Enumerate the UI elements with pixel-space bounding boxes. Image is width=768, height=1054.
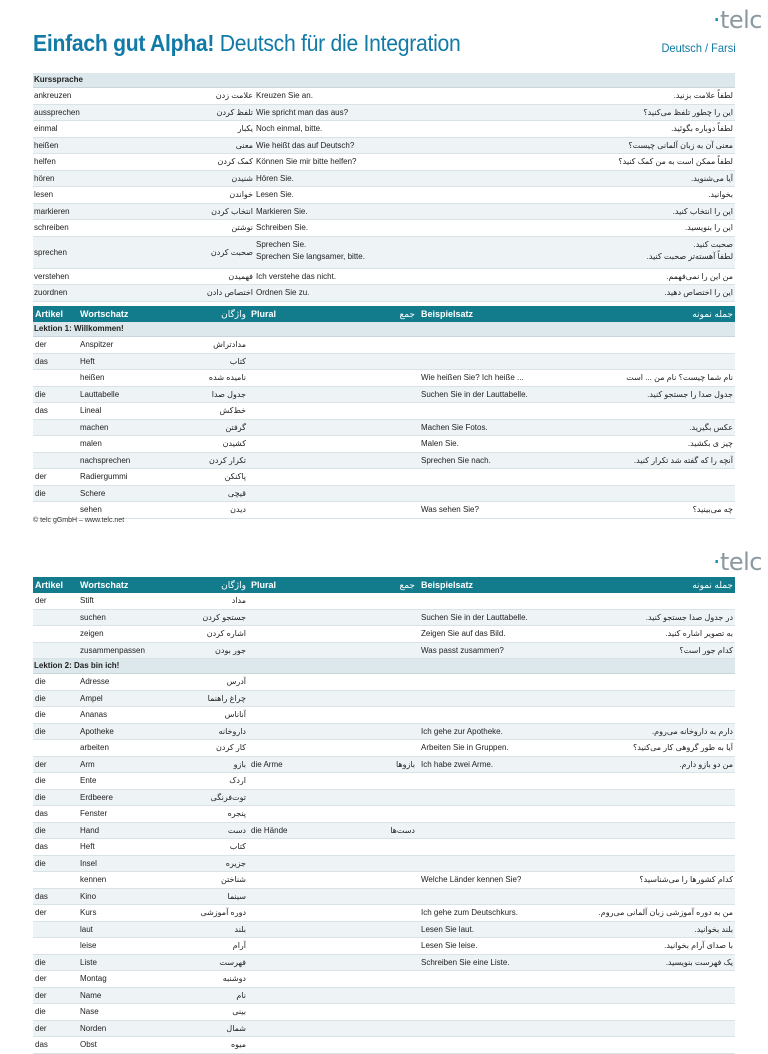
instruction-fa-line: معنی آن به زبان آلمانی چیست؟ — [628, 140, 733, 150]
example-fa: جدول صدا را جستجو کنید. — [647, 389, 733, 399]
instruction-de-line: Ich verstehe das nicht. — [256, 271, 337, 281]
instruction-fa — [463, 138, 733, 154]
word-fa: آدرس — [226, 677, 246, 686]
vocab-row — [33, 354, 735, 371]
copyright-footer: © telc gGmbH – www.telc.net — [33, 517, 125, 524]
telc-logo-page-2: ·telc — [712, 548, 762, 576]
word-de: leise — [80, 941, 97, 950]
word-de: Stift — [80, 596, 94, 605]
instruction-fa — [463, 88, 733, 104]
word-fa: شناختن — [220, 875, 246, 884]
article: das — [35, 809, 48, 818]
article: das — [35, 842, 48, 851]
word-fa: بلند — [234, 924, 246, 934]
vocab-row — [33, 922, 735, 939]
word-fa: دست — [227, 825, 246, 835]
instruction-fa — [463, 220, 733, 236]
example-de: Ich habe zwei Arme. — [421, 759, 494, 769]
instruction-de — [256, 171, 456, 187]
example-de: Arbeiten Sie in Gruppen. — [421, 743, 509, 752]
article: die — [35, 776, 46, 785]
word-de: Ente — [80, 776, 97, 785]
example-fa: بلند بخوانید. — [694, 924, 733, 934]
instruction-fa — [463, 285, 733, 301]
word-de: Nase — [80, 1007, 99, 1016]
word-fa: آرام — [232, 941, 246, 950]
article: der — [35, 340, 47, 349]
article: das — [35, 406, 48, 415]
term-fa: علامت زدن — [215, 91, 253, 100]
example-de: Schreiben Sie eine Liste. — [421, 957, 510, 967]
vocab-table-page-2 — [33, 577, 735, 1054]
word-fa: پنجره — [227, 809, 246, 818]
word-fa: نام — [236, 990, 246, 1000]
word-de: Lauttabelle — [80, 389, 120, 399]
example-fa: نام شما چیست؟ نام من ... است — [626, 373, 733, 382]
term-de: einmal — [34, 124, 58, 133]
term-fa: خواندن — [229, 190, 253, 199]
vocab-row — [33, 370, 735, 387]
plural-de: die Hände — [251, 825, 288, 835]
example-de: Was sehen Sie? — [421, 505, 479, 514]
term-de: markieren — [34, 206, 70, 216]
example-fa: در جدول صدا جستجو کنید. — [645, 612, 733, 622]
example-fa: چیز ی بکشید. — [687, 439, 733, 448]
article: das — [35, 356, 48, 366]
vocab-row — [33, 420, 735, 437]
instruction-fa — [463, 154, 733, 170]
vocab-row — [33, 403, 735, 420]
instruction-de — [256, 269, 456, 285]
col-wortschatz-fa: واژگان — [221, 580, 246, 590]
instruction-de-line: Sprechen Sie langsamer, bitte. — [256, 251, 365, 261]
word-fa: بازو — [233, 759, 246, 769]
instruction-de-line: Schreiben Sie. — [256, 223, 309, 232]
word-de: Name — [80, 990, 102, 1000]
word-de: sehen — [80, 505, 102, 514]
word-de: Ampel — [80, 693, 103, 703]
kurssprache-row — [33, 220, 735, 237]
word-fa: خط‌کش — [219, 406, 246, 415]
example-de: Lesen Sie laut. — [421, 924, 474, 934]
article: die — [35, 957, 46, 967]
word-fa: توت‌فرنگی — [210, 792, 246, 802]
example-fa: با صدای آرام بخوانید. — [664, 941, 733, 950]
vocab-row — [33, 626, 735, 643]
example-fa: به تصویر اشاره کنید. — [665, 629, 733, 638]
term-fa: کمک کردن — [217, 157, 253, 166]
term-fa: یکبار — [237, 124, 253, 133]
vocab-row — [33, 486, 735, 503]
col-plural: Plural — [251, 309, 277, 319]
word-fa: جزیره — [225, 858, 246, 868]
instruction-fa — [463, 171, 733, 187]
vocab-row — [33, 593, 735, 610]
term-fa: اختصاص دادن — [206, 288, 253, 297]
word-de: laut — [80, 924, 93, 934]
vocab-row — [33, 872, 735, 889]
vocab-row — [33, 905, 735, 922]
term-fa: انتخاب کردن — [211, 206, 253, 216]
word-de: machen — [80, 422, 109, 432]
vocab-row — [33, 453, 735, 470]
word-fa: فهرست — [219, 957, 246, 967]
vocab-row — [33, 707, 735, 724]
example-de: Machen Sie Fotos. — [421, 422, 488, 432]
word-fa: جدول صدا — [211, 389, 246, 399]
example-de: Malen Sie. — [421, 439, 459, 448]
example-fa: آیا به طور گروهی کار می‌کنید؟ — [633, 743, 733, 752]
term-de: hören — [34, 173, 55, 183]
vocab-table-lektion-1 — [33, 306, 735, 519]
term-de: verstehen — [34, 271, 70, 281]
example-de: Ich gehe zur Apotheke. — [421, 726, 503, 736]
word-de: zusammenpassen — [80, 645, 145, 655]
term-de: helfen — [34, 157, 56, 166]
word-de: Liste — [80, 957, 97, 967]
word-de: Radiergummi — [80, 472, 128, 481]
article: der — [35, 472, 47, 481]
instruction-fa — [463, 269, 733, 285]
telc-logo: ·telc — [712, 6, 762, 34]
kurssprache-row — [33, 285, 735, 302]
article: das — [35, 891, 48, 901]
term-fa: صحبت کردن — [210, 247, 253, 257]
article: die — [35, 858, 46, 868]
article: der — [35, 908, 47, 917]
example-de: Sprechen Sie nach. — [421, 455, 491, 465]
col-wortschatz-fa: واژگان — [221, 309, 246, 319]
term-de: sprechen — [34, 247, 67, 257]
instruction-fa-line: لطفاً آهسته‌تر صحبت کنید. — [646, 251, 733, 261]
instruction-de-line: Können Sie mir bitte helfen? — [256, 157, 357, 166]
word-fa: مدادتراش — [213, 340, 246, 349]
col-beispielsatz: Beispielsatz — [421, 309, 474, 319]
word-de: Kino — [80, 891, 97, 901]
word-fa: اردک — [229, 776, 246, 785]
vocab-row — [33, 337, 735, 354]
plural-fa: دست‌ها — [390, 825, 415, 835]
instruction-de — [256, 204, 456, 220]
term-fa: فهمیدن — [228, 271, 253, 281]
word-fa: تکرار کردن — [208, 455, 246, 465]
instruction-de — [256, 88, 456, 104]
col-plural: Plural — [251, 580, 277, 590]
word-fa: دوشنبه — [222, 974, 246, 983]
instruction-fa — [463, 237, 733, 263]
example-fa: عکس بگیرید. — [689, 422, 733, 432]
word-de: Erdbeere — [80, 792, 113, 802]
vocab-row — [33, 971, 735, 988]
term-fa: نوشتن — [231, 223, 253, 232]
word-de: Apotheke — [80, 726, 114, 736]
word-de: kennen — [80, 875, 107, 884]
kurssprache-row — [33, 171, 735, 188]
article: der — [35, 1023, 47, 1033]
instruction-fa-line: لطفاً دوباره بگوئید. — [671, 124, 733, 133]
instruction-fa-line: این را چطور تلفظ می‌کنید؟ — [643, 107, 733, 117]
vocab-row — [33, 790, 735, 807]
vocab-row — [33, 938, 735, 955]
kurssprache-row — [33, 121, 735, 138]
article: die — [35, 825, 46, 835]
kurssprache-row — [33, 88, 735, 105]
example-de: Suchen Sie in der Lauttabelle. — [421, 389, 528, 399]
vocab-row — [33, 1004, 735, 1021]
instruction-fa — [463, 204, 733, 220]
vocab-row — [33, 469, 735, 486]
instruction-de — [256, 121, 456, 137]
word-de: Montag — [80, 974, 107, 983]
word-fa: کتاب — [229, 356, 246, 366]
example-de: Suchen Sie in der Lauttabelle. — [421, 612, 528, 622]
article: der — [35, 596, 47, 605]
word-fa: گرفتن — [225, 422, 246, 432]
word-de: heißen — [80, 373, 105, 382]
instruction-fa-line: این را بنویسید. — [684, 223, 733, 232]
word-de: suchen — [80, 612, 106, 622]
term-fa: معنی — [235, 140, 253, 150]
instruction-fa-line: لطفاً ممکن است به من کمک کنید؟ — [618, 157, 733, 166]
example-de: Zeigen Sie auf das Bild. — [421, 629, 506, 638]
example-fa: چه می‌بینید؟ — [692, 505, 733, 514]
kurssprache-row — [33, 237, 735, 269]
word-de: arbeiten — [80, 743, 109, 752]
instruction-fa-line: این را انتخاب کنید. — [672, 206, 733, 216]
article: der — [35, 759, 47, 769]
vocab-row — [33, 1021, 735, 1038]
vocab-row — [33, 643, 735, 660]
kurssprache-row — [33, 138, 735, 155]
example-fa: من به دوره آموزشی زبان آلمانی می‌روم. — [598, 908, 733, 917]
vocab-row — [33, 773, 735, 790]
vocab-row — [33, 610, 735, 627]
word-de: zeigen — [80, 629, 104, 638]
example-de: Wie heißen Sie? Ich heiße ... — [421, 373, 524, 382]
vocab-row — [33, 502, 735, 519]
word-de: Ananas — [80, 710, 108, 719]
article: die — [35, 389, 46, 399]
vocab-row — [33, 955, 735, 972]
kurssprache-row — [33, 105, 735, 122]
example-de: Welche Länder kennen Sie? — [421, 875, 522, 884]
word-de: Adresse — [80, 677, 110, 686]
page-title: Einfach gut Alpha! Deutsch für die Integration — [33, 30, 461, 56]
term-de: zuordnen — [34, 288, 68, 297]
instruction-de-line: Kreuzen Sie an. — [256, 91, 313, 100]
instruction-fa-line: صحبت کنید. — [693, 239, 733, 249]
word-fa: کتاب — [229, 842, 246, 851]
vocab-row — [33, 806, 735, 823]
col-plural-fa: جمع — [399, 309, 415, 319]
word-fa: دوره آموزشی — [200, 908, 246, 917]
word-fa: آناناس — [224, 710, 246, 719]
article: die — [35, 792, 46, 802]
instruction-fa — [463, 105, 733, 121]
language-pair: Deutsch / Farsi — [661, 41, 736, 55]
instruction-de — [256, 105, 456, 121]
instruction-fa-line: بخوانید. — [708, 190, 733, 199]
example-fa: من دو بازو دارم. — [679, 759, 733, 769]
word-fa: میوه — [230, 1040, 246, 1049]
word-fa: شمال — [226, 1023, 246, 1033]
word-de: Insel — [80, 858, 97, 868]
instruction-de-line: Wie heißt das auf Deutsch? — [256, 140, 355, 150]
article: die — [35, 677, 46, 686]
instruction-de — [256, 220, 456, 236]
word-fa: چراغ راهنما — [207, 693, 246, 703]
word-de: Obst — [80, 1040, 97, 1049]
example-fa: آنچه را که گفته شد تکرار کنید. — [633, 455, 733, 465]
word-fa: بینی — [232, 1007, 246, 1016]
word-de: Lineal — [80, 406, 102, 415]
instruction-de-line: Ordnen Sie zu. — [256, 288, 310, 297]
word-fa: جور بودن — [215, 645, 246, 655]
term-de: aussprechen — [34, 107, 80, 117]
instruction-de — [256, 138, 456, 154]
kurssprache-row — [33, 154, 735, 171]
term-fa: شنیدن — [231, 173, 253, 183]
word-fa: نامیده شده — [208, 373, 246, 382]
article: der — [35, 974, 47, 983]
lektion-2-heading: Lektion 2: Das bin ich! — [33, 659, 735, 674]
word-fa: دیدن — [230, 505, 246, 514]
vocab-row — [33, 823, 735, 840]
instruction-fa-line: آیا می‌شنوید. — [691, 173, 733, 183]
vocab-row — [33, 436, 735, 453]
term-de: ankreuzen — [34, 91, 72, 100]
vocab-row — [33, 1037, 735, 1054]
word-de: Heft — [80, 842, 95, 851]
instruction-de-line: Noch einmal, bitte. — [256, 124, 323, 133]
example-fa: کدام جور است؟ — [679, 645, 733, 655]
vocab-row — [33, 757, 735, 774]
instruction-de-line: Markieren Sie. — [256, 206, 308, 216]
plural-fa: بازوها — [395, 759, 415, 769]
word-de: Hand — [80, 825, 100, 835]
col-beispielsatz-fa: جمله نمونه — [692, 580, 733, 590]
word-de: malen — [80, 439, 102, 448]
instruction-de — [256, 154, 456, 170]
example-fa: یک فهرست بنویسید. — [665, 957, 733, 967]
col-wortschatz: Wortschatz — [80, 309, 129, 319]
instruction-de-line: Hören Sie. — [256, 173, 294, 183]
table-header — [33, 577, 735, 593]
word-de: Norden — [80, 1023, 107, 1033]
vocab-row — [33, 387, 735, 404]
instruction-fa — [463, 187, 733, 203]
word-de: Anspitzer — [80, 340, 114, 349]
word-fa: داروخانه — [218, 726, 246, 736]
article: die — [35, 710, 46, 719]
word-fa: جستجو کردن — [202, 612, 246, 622]
vocab-row — [33, 691, 735, 708]
col-beispielsatz-fa: جمله نمونه — [692, 309, 733, 319]
instruction-de — [256, 237, 456, 263]
col-artikel: Artikel — [35, 580, 64, 590]
vocab-row — [33, 889, 735, 906]
word-de: Heft — [80, 356, 95, 366]
article: der — [35, 990, 47, 1000]
kurssprache-heading: Kurssprache — [33, 73, 735, 88]
instruction-de-line: Wie spricht man das aus? — [256, 107, 349, 117]
term-de: schreiben — [34, 223, 69, 232]
col-wortschatz: Wortschatz — [80, 580, 129, 590]
vocab-row — [33, 740, 735, 757]
term-de: lesen — [34, 190, 54, 199]
vocab-row — [33, 724, 735, 741]
article: die — [35, 1007, 46, 1016]
word-fa: کار کردن — [216, 743, 246, 752]
col-beispielsatz: Beispielsatz — [421, 580, 474, 590]
term-fa: تلفظ کردن — [216, 107, 253, 117]
word-de: nachsprechen — [80, 455, 131, 465]
kurssprache-row — [33, 204, 735, 221]
article: das — [35, 1040, 48, 1049]
instruction-de — [256, 187, 456, 203]
vocab-row — [33, 674, 735, 691]
word-fa: اشاره کردن — [206, 629, 246, 638]
col-plural-fa: جمع — [399, 580, 415, 590]
col-artikel: Artikel — [35, 309, 64, 319]
table-header — [33, 306, 735, 322]
vocab-row — [33, 856, 735, 873]
word-de: Arm — [80, 759, 95, 769]
article: die — [35, 488, 46, 498]
instruction-de — [256, 285, 456, 301]
kurssprache-table — [33, 73, 735, 302]
lektion-1-heading: Lektion 1: Willkommen! — [33, 322, 735, 337]
article: die — [35, 693, 46, 703]
word-fa: قیچی — [227, 488, 246, 498]
word-fa: مداد — [231, 596, 246, 605]
word-fa: کشیدن — [222, 439, 246, 448]
kurssprache-row — [33, 269, 735, 286]
instruction-fa-line: من این را نمی‌فهمم. — [666, 271, 733, 281]
example-fa: دارم به داروخانه می‌روم. — [651, 726, 733, 736]
example-fa: کدام کشورها را می‌شناسید؟ — [639, 875, 733, 884]
instruction-fa-line: این را اختصاص دهید. — [664, 288, 733, 297]
example-de: Lesen Sie leise. — [421, 941, 478, 950]
word-fa: سینما — [227, 891, 246, 901]
word-de: Kurs — [80, 908, 97, 917]
vocab-row — [33, 988, 735, 1005]
kurssprache-row — [33, 187, 735, 204]
instruction-fa — [463, 121, 733, 137]
instruction-de-line: Sprechen Sie. — [256, 239, 307, 249]
word-fa: پاکنکن — [224, 472, 246, 481]
instruction-fa-line: لطفاً علامت بزنید. — [673, 91, 733, 100]
vocab-row — [33, 839, 735, 856]
example-de: Was passt zusammen? — [421, 645, 504, 655]
article: die — [35, 726, 46, 736]
word-de: Fenster — [80, 809, 108, 818]
term-de: heißen — [34, 140, 59, 150]
word-de: Schere — [80, 488, 106, 498]
example-de: Ich gehe zum Deutschkurs. — [421, 908, 518, 917]
instruction-de-line: Lesen Sie. — [256, 190, 294, 199]
plural-de: die Arme — [251, 759, 283, 769]
